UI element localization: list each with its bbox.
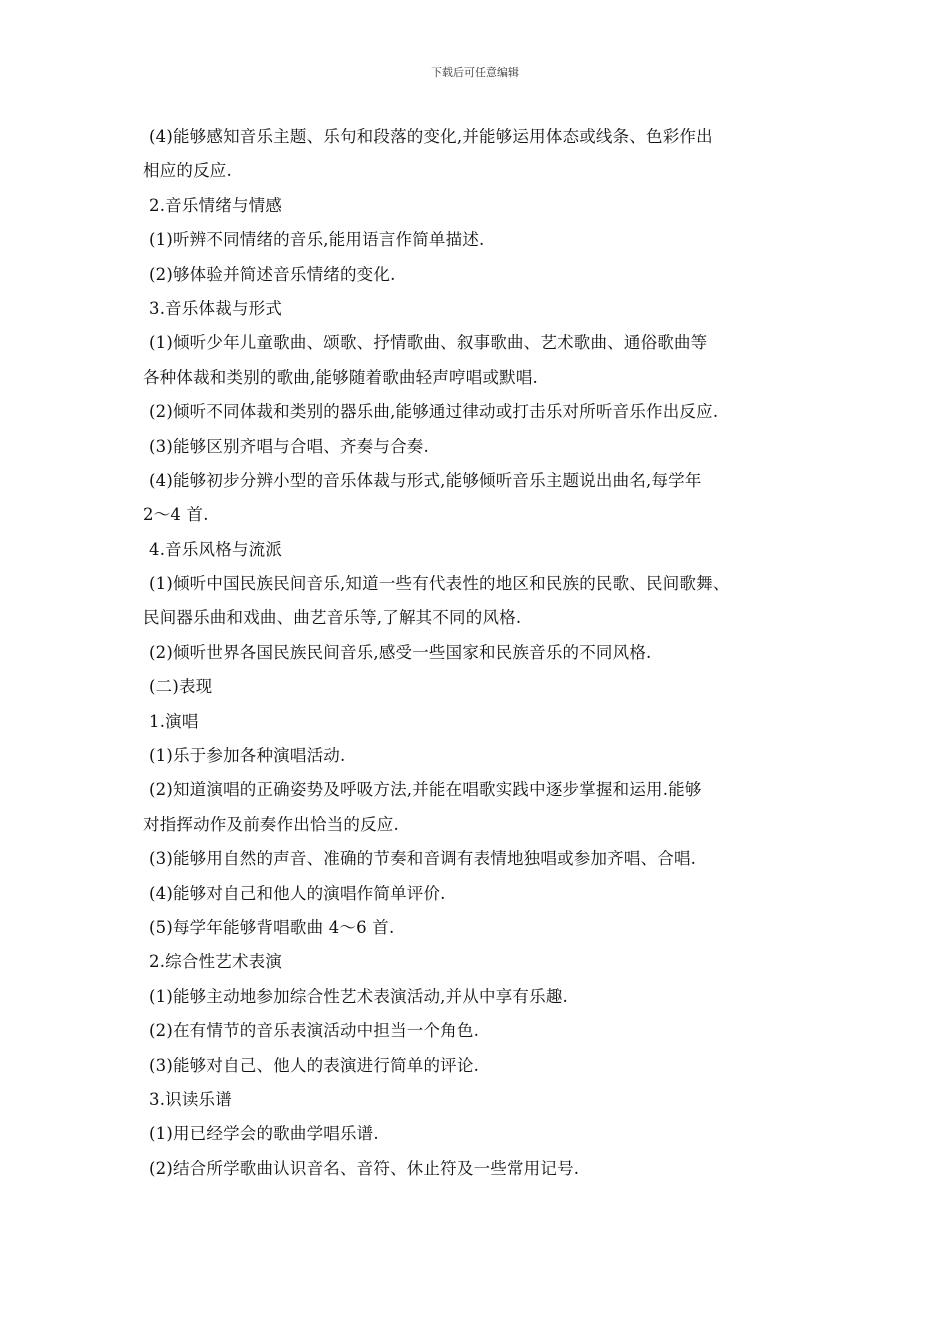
text-line: (2)倾听不同体裁和类别的器乐曲,能够通过律动或打击乐对所听音乐作出反应. [149,402,719,422]
text-line: (2)知道演唱的正确姿势及呼吸方法,并能在唱歌实践中逐步掌握和运用.能够 [149,780,702,800]
text-line: 4.音乐风格与流派 [149,539,283,559]
text-line: (1)能够主动地参加综合性艺术表演活动,并从中享有乐趣. [149,986,568,1006]
text-line: (2)够体验并简述音乐情绪的变化. [149,264,396,284]
text-line: 1.演唱 [149,711,199,731]
text-line: (1)乐于参加各种演唱活动. [149,746,346,766]
text-line: 2.音乐情绪与情感 [149,195,283,215]
text-line: (2)结合所学歌曲认识音名、音符、休止符及一些常用记号. [149,1158,580,1178]
text-line: 各种体裁和类别的歌曲,能够随着歌曲轻声哼唱或默唱. [143,367,538,387]
text-line: (4)能够对自己和他人的演唱作简单评价. [149,883,446,903]
text-line: (5)每学年能够背唱歌曲 4～6 首. [149,917,395,937]
text-line: (2)在有情节的音乐表演活动中担当一个角色. [149,1021,480,1041]
text-line: (3)能够对自己、他人的表演进行简单的评论. [149,1055,480,1075]
text-line: (1)听辨不同情绪的音乐,能用语言作简单描述. [149,230,485,250]
text-line: (4)能够初步分辨小型的音乐体裁与形式,能够倾听音乐主题说出曲名,每学年 [149,470,702,490]
text-line: (3)能够区别齐唱与合唱、齐奏与合奏. [149,436,429,456]
text-line: (二)表现 [149,677,213,697]
text-line: (4)能够感知音乐主题、乐句和段落的变化,并能够运用体态或线条、色彩作出 [149,127,713,146]
text-line: 民间器乐曲和戏曲、曲艺音乐等,了解其不同的风格. [143,608,522,628]
text-line: (1)倾听少年儿童歌曲、颂歌、抒情歌曲、叙事歌曲、艺术歌曲、通俗歌曲等 [149,333,708,353]
text-line: 3.音乐体裁与形式 [149,298,283,318]
text-line: 相应的反应. [143,161,232,181]
text-line: (3)能够用自然的声音、准确的节奏和音调有表情地独唱或参加齐唱、合唱. [149,849,697,869]
text-line: (1)倾听中国民族民间音乐,知道一些有代表性的地区和民族的民歌、民间歌舞、 [149,574,730,594]
text-line: (2)倾听世界各国民族民间音乐,感受一些国家和民族音乐的不同风格. [149,642,652,662]
document-body [143,120,823,1186]
text-line: (1)用已经学会的歌曲学唱乐谱. [149,1124,379,1144]
text-line: 对指挥动作及前奏作出恰当的反应. [143,814,399,834]
page-header: 下载后可任意编辑 [431,66,519,79]
text-line: 3.识读乐谱 [149,1089,232,1109]
text-line: 2～4 首. [143,505,209,525]
text-line: 2.综合性艺术表演 [149,952,283,972]
